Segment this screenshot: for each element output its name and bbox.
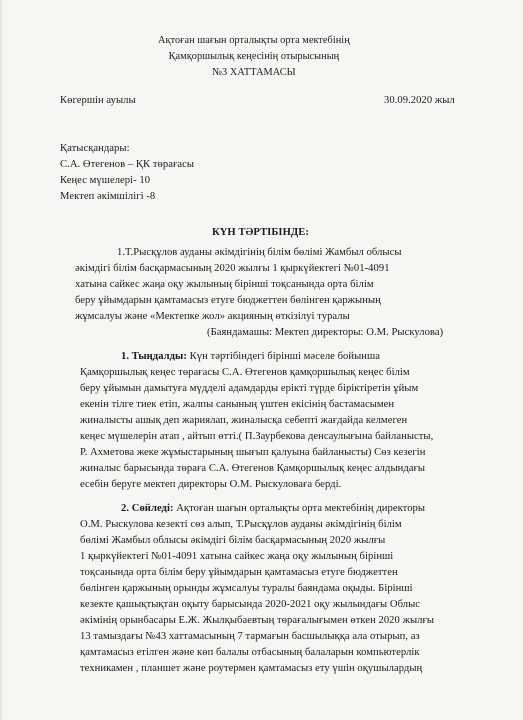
section1-text: Күн тәртібіндегі бірінші мәселе бойынша [186,351,380,362]
section1-label: 1. Тыңдалды: [121,351,187,362]
section1-line: жиналысты ашық деп жариялап, жиналысқа себепті жағдайда келмеген [80,415,408,426]
section2-line: техникамен , планшет және роутермен қамтамасыз ету үшін оқушылардың [80,663,423,674]
section2-label: 2. Сөйледі: [121,503,174,514]
section1-line: екенін тілге тиек етіп, жалпы санының үштен екісінің бастамасымен [80,399,395,410]
section2-line: О.М. Рыскулова кезекті сөз алып, Т.Рысқұлов ауданы әкімдігінің білім [80,519,402,530]
section2-text: Ақтоған шағын орталықты орта мектебінің директоры [173,503,426,514]
agenda-line: беру ұйымдарын қамтамасыз етуге бюджеттен бөлінген қаржының [75,295,381,306]
header-school: Ақтоған шағын орталықты орта мектебінің [158,35,350,46]
agenda-line: жұмсалуы және «Мектепке жол» акцияның өткізілуі туралы [75,311,350,322]
section2-line: тоқсанында орта білім беру ұйымдарын қамтамасыз етуге бюджеттен [80,567,398,578]
header-protocol: №3 ХАТТАМАСЫ [212,67,296,78]
agenda-speaker: (Баяндамашы: Мектеп директоры: О.М. Рыскулова) [207,327,444,338]
section2-line: кезекте қашықтықтан оқыту барысында 2020-2021 оқу жылындағы Облыс [80,599,421,610]
attendees-title: Қатысқандары: [60,143,130,154]
section1-line: Қамқоршылық кеңес төрағасы С.А. Өтегенов қамқоршылық кеңес білім [80,367,410,378]
section1-line: жиналыс барысында төраға С.А. Өтегенов Қамқоршылық кеңес алдындағы [80,463,426,474]
section1-line: Р. Ахметова жеке жұмыстарының шығып қалуына байланысты) Сөз кезегін [80,447,426,458]
section1-line: кеңес мүшелерін атап , айтып өтті.( П.Заурбекова денсаулығына байланысты, [80,431,434,442]
section2-line: 13 тамыздағы №43 хаттамасының 7 тармағын басшылыққа ала отырып, аз [80,631,420,642]
section2-line: 1 қыркүйектегі №01-4091 хатына сайкес жаңа оқу жылының бірінші [80,551,394,562]
section2-line: қамтамасыз етілген және көп балалы отбасының балаларын компьютерлік [80,647,420,658]
section1-line: беру ұйымын дамытуға мүдделі адамдарды ерікті түрде біріктіретін ұйым [80,383,419,394]
attendees-chair: С.А. Өтегенов – ҚК төрағасы [60,159,195,170]
header-council: Қамқоршылық кеңесінің отырысының [168,51,340,62]
village: Көгершін ауылы [60,95,136,106]
agenda-line: хатына сайкес жаңа оқу жылының бірінші тоқсанында орта білім [75,279,374,290]
attendees-members: Кеңес мүшелері- 10 [60,175,151,186]
section2-first-line [121,502,425,515]
attendees-admin: Мектеп әкімшілігі -8 [60,191,156,202]
scan-edge [0,0,3,720]
agenda-line: 1.Т.Рысқұлов ауданы әкімдігінің білім бөлімі Жамбыл облысы [117,247,402,258]
section1-first-line [121,350,380,363]
section1-line: есебін беруге мектеп директоры О.М. Рыскуловаға берді. [80,479,342,490]
agenda-title: КҮН ТӘРТІБІНДЕ: [212,227,309,238]
section2-line: әкімінің орынбасары Е.Ж. Жылқыбаевтың төрағалығымен өткен 2020 жылғы [80,615,435,626]
section2-line: бөлімі Жамбыл облысы әкімдігі білім басқармасының 2020 жылғы [80,535,386,546]
section2-line: бөлінген қаржының орынды жұмсалуы туралы баяндама оқыды. Бірінші [80,583,413,594]
date: 30.09.2020 жыл [384,95,455,106]
agenda-line: әкімдігі білім басқармасының 2020 жылғы 1 қыркүйектегі №01-4091 [75,263,390,274]
